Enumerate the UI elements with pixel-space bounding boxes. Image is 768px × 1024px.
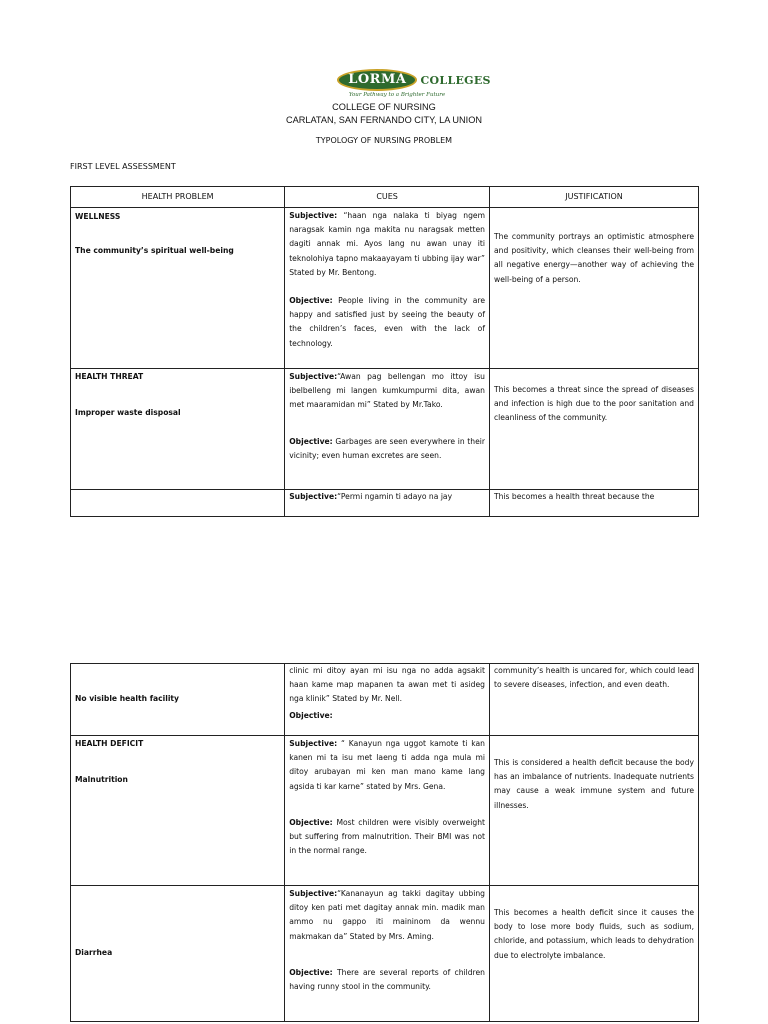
college-name: COLLEGE OF NURSING (332, 102, 436, 112)
justification-text: This becomes a threat since the spread of diseases and infection is high due to the poor sanitation and cleanliness of the community. (494, 385, 694, 423)
column-header-health-problem: HEALTH PROBLEM (71, 187, 285, 208)
table-row (71, 490, 699, 517)
logo-tagline: Your Pathway to a Brighter Future (348, 92, 446, 98)
objective-cue (289, 709, 485, 723)
objective-text: There are several reports of children having runny stool in the community. (289, 967, 485, 992)
objective-label: Objective: (289, 710, 333, 720)
subjective-cue (289, 737, 485, 794)
health-problem-cell (71, 208, 285, 369)
objective-label: Objective: (289, 817, 333, 827)
objective-cue (289, 294, 485, 351)
objective-label: Objective: (289, 296, 333, 306)
health-problem-cell (71, 886, 285, 1022)
cues-cell (285, 208, 490, 369)
justification-text: The community portrays an optimistic atmosphere and positivity, which cleanses their well-being from all negative energy—another way of achieving the well-being of a person. (494, 232, 694, 284)
section-title: FIRST LEVEL ASSESSMENT (70, 162, 176, 171)
assessment-table-page2 (70, 663, 699, 1022)
justification-text: This is considered a health deficit because the body has an imbalance of nutrients. Inadequate nutrients may cause a weak immune system and future illnesses. (494, 758, 694, 810)
justification-cell (490, 736, 699, 886)
health-problem-cell (71, 736, 285, 886)
subjective-label: Subjective: (289, 739, 338, 748)
problem-name: Improper waste disposal (75, 408, 181, 418)
table-row (71, 208, 699, 369)
subjective-label: Subjective: (289, 372, 338, 381)
justification-text: community’s health is uncared for, which could lead to severe diseases, infection, and even death. (494, 666, 694, 690)
document-title: TYPOLOGY OF NURSING PROBLEM (315, 136, 453, 145)
subjective-text: “Kananayun ag takki dagitay ubbing ditoy ken pati met dagitay annak min. madik man ammo nu gappo iti maininom da wennu makmakan da” Stated by Mrs. Aming. (289, 889, 485, 941)
subjective-cue (289, 490, 485, 504)
problem-name: No visible health facility (75, 694, 180, 704)
table-row (71, 664, 699, 736)
subjective-cue (289, 887, 485, 944)
column-header-justification: JUSTIFICATION (490, 187, 699, 208)
assessment-table-page1 (70, 186, 699, 517)
objective-cue (289, 435, 485, 463)
subjective-text: clinic mi ditoy ayan mi isu nga no adda agsakit haan kame map mapanen ta awan met ti asideg nga klinik” Stated by Mr. Nell. (289, 666, 485, 704)
subjective-text: “Awan pag bellengan mo ittoy isu ibelbelleng mi langen kumkumpurmi dita, awan met maaramidan mi” Stated by Mr.Tako. (289, 372, 485, 410)
subjective-label: Subjective: (289, 492, 338, 501)
objective-cue (289, 816, 485, 859)
objective-label: Objective: (289, 436, 333, 446)
health-problem-cell (71, 664, 285, 736)
problem-name: The community’s spiritual well-being (75, 246, 234, 256)
objective-text: People living in the community are happy and satisfied just by seeing the beauty of the children’s faces, even with the lack of technology. (289, 296, 485, 348)
column-header-cues: CUES (285, 187, 490, 208)
cues-cell (285, 664, 490, 736)
college-address: CARLATAN, SAN FERNANDO CITY, LA UNION (285, 115, 483, 125)
justification-text: This becomes a health deficit since it causes the body to lose more body fluids, such as sodium, chloride, and potassium, which leads to dehydration due to electrolyte imbalance. (494, 908, 694, 960)
problem-category: WELLNESS (75, 212, 121, 221)
subjective-text: “ Kanayun nga uggot kamote ti kan kanen mi ta isu met laeng ti adda nga mula mi ditoy arubayan mi ken man mano kame lang agsida ti kar karne” stated by Mrs. Gena. (289, 739, 485, 791)
objective-text: Most children were visibly overweight but suffering from malnutrition. Their BMI was not in the normal range. (289, 817, 485, 856)
justification-cell (490, 664, 699, 736)
logo-main-text: LORMA (337, 69, 417, 91)
problem-name: Diarrhea (75, 948, 113, 958)
subjective-label: Subjective: (289, 889, 338, 898)
objective-label: Objective: (289, 967, 333, 977)
subjective-cue (289, 370, 485, 413)
subjective-text: “Permi ngamin ti adayo na jay (337, 492, 453, 501)
subjective-label: Subjective: (289, 211, 338, 220)
problem-category: HEALTH THREAT (75, 372, 144, 381)
health-problem-cell (71, 490, 285, 517)
table-row (71, 886, 699, 1022)
objective-text: Garbages are seen everywhere in their vicinity; even human excretes are seen. (289, 436, 485, 460)
health-problem-cell (71, 369, 285, 490)
cues-cell (285, 736, 490, 886)
lorma-logo (337, 69, 491, 91)
problem-name: Malnutrition (75, 775, 128, 785)
cues-cell (285, 490, 490, 517)
subjective-cue (289, 209, 485, 280)
problem-category: HEALTH DEFICIT (75, 739, 144, 748)
cues-cell (285, 369, 490, 490)
table-row (71, 736, 699, 886)
justification-cell (490, 208, 699, 369)
document-header (0, 68, 768, 125)
logo-colleges-text: COLLEGES (420, 73, 491, 87)
justification-cell (490, 886, 699, 1022)
justification-cell (490, 490, 699, 517)
justification-text: This becomes a health threat because the (494, 492, 655, 501)
table-header-row (71, 187, 699, 208)
table-row (71, 369, 699, 490)
subjective-text: “haan nga nalaka ti biyag ngem naragsak kamin nga makita nu naragsak metten dagiti annak mi. Ayos lang nu awan unay iti teknolohiya tapno makaayayam ti ubbing ijay war” Stated by Mr. Bentong. (289, 211, 485, 277)
objective-cue (289, 966, 485, 994)
justification-cell (490, 369, 699, 490)
cues-cell (285, 886, 490, 1022)
